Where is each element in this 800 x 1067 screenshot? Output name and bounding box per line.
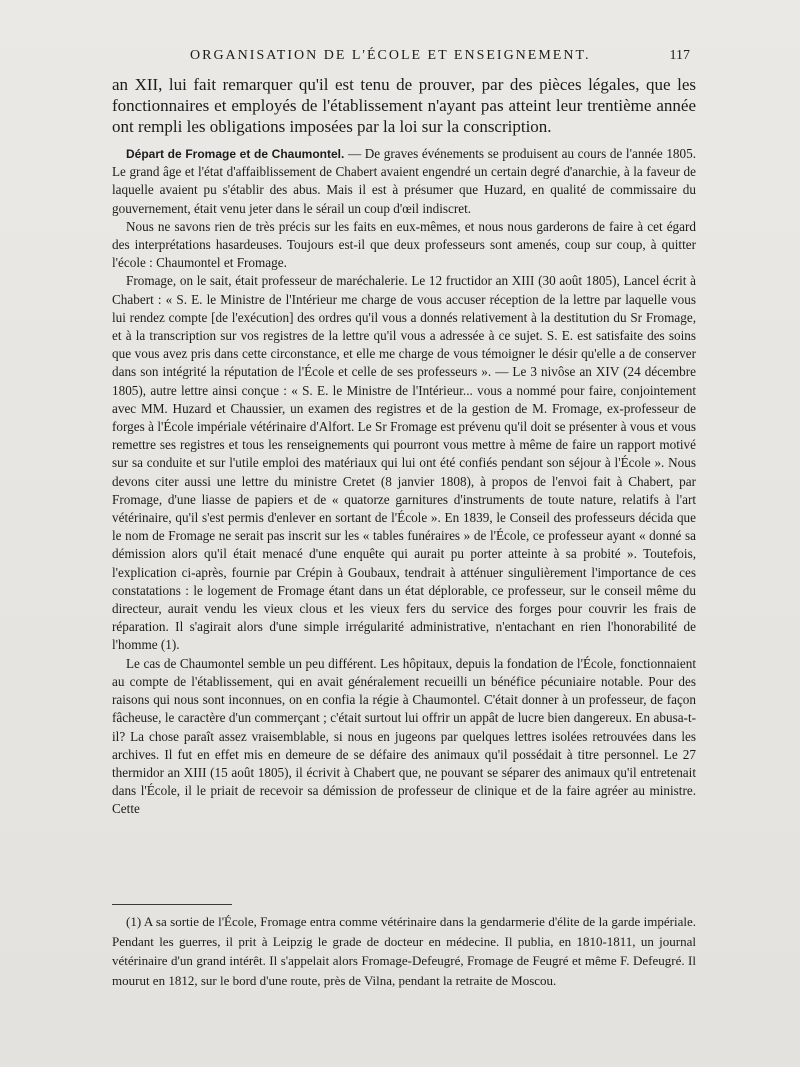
intro-paragraph: an XII, lui fait remarquer qu'il est tenu de prouver, par des pièces légales, que les fonctionnaires et employés de l'établissement n'ayant pas atteint leur trentième année ont rempli les obligations imposées par la loi sur la conscription. [112, 75, 696, 136]
footnote: (1) A sa sortie de l'École, Fromage entra comme vétérinaire dans la gendarmerie d'élite de la garde impériale. Pendant les guerres, il prit à Leipzig le grade de docteur en médecine. Il publia, en 1810-1811, un journal vétérinaire d'un grand intérêt. Il s'appelait alors Fromage-Defeugré, Fromage de Feugré et même F. Defeugré. Il mourut en 1812, sur le bord d'une route, près de Vilna, pendant la retraite de Moscou. [112, 914, 696, 988]
page-number: 117 [669, 48, 690, 63]
running-title: ORGANISATION DE L'ÉCOLE ET ENSEIGNEMENT. [190, 48, 591, 63]
paragraph-chaumontel: Le cas de Chaumontel semble un peu différent. Les hôpitaux, depuis la fondation de l'École, fonctionnaient au compte de l'établissement, qui en avait généralement recueilli un bénéfice pécuniaire notable. Pour des raisons qui nous sont inconnues, on en confia la régie à Chaumontel. C'était donner à un professeur, de façon fâcheuse, le caractère d'un commerçant ; c'était surtout lui offrir un appât de lucre bien dangereux. En abusa-t-il? La chose paraît assez vraisemblable, si nous en jugeons par quelques lettres isolées retrouvées dans les archives. Il fut en effet mis en demeure de se défaire des animaux qu'il possédait à titre personnel. Le 27 thermidor an XIII (15 août 1805), il écrivit à Chabert que, ne pouvant se séparer des animaux qu'il entretenait dans l'École, il le priait de recevoir sa démission de professeur de clinique et de la faire agréer au ministre. Cette [112, 655, 696, 817]
paragraph-faits: Nous ne savons rien de très précis sur les faits en eux-mêmes, et nous nous garderons de faire à cet égard des interprétations hasardeuses. Toujours est-il que deux professeurs sont amenés, coup sur coup, à quitter l'école : Chaumontel et Fromage. [112, 218, 696, 271]
running-head [150, 48, 690, 70]
footnote-rule [112, 904, 232, 905]
body-text [112, 74, 696, 819]
section-heading: Départ de Fromage et de Chaumontel. [126, 147, 345, 161]
paragraph-depart [112, 145, 696, 218]
paragraph-depart-text: — De graves événements se produisent au cours de l'année 1805. Le grand âge et l'état d'affaiblissement de Chabert avaient engendré un certain degré d'anarchie, à la faveur de laquelle avaient pu s'établir des abus. Mais il est à présumer que Huzard, en qualité de commissaire du gouvernement, était venu jeter dans le sérail un coup d'œil indiscret. [112, 146, 697, 216]
paragraph-fromage: Fromage, on le sait, était professeur de maréchalerie. Le 12 fructidor an XIII (30 août 1805), Lancel écrit à Chabert : « S. E. le Ministre de l'Intérieur me charge de vous accuser réception de la lettre par laquelle vous lui rendez compte [de l'exécution] des ordres qu'il vous a donnés relativement à la destitution du Sr Fromage, et à la transcription sur vos registres de la lettre qu'il vous a adressée à ce sujet. S. E. est satisfaite des soins que vous avez pris dans cette circonstance, et elle me charge de vous témoigner le désir qu'elle a de conserver dans son intégrité la réputation de l'École et celle de ses professeurs ». — Le 3 nivôse an XIV (24 décembre 1805), autre lettre ainsi conçue : « S. E. le Ministre de l'Intérieur... vous a nommé pour faire, conjointement avec MM. Huzard et Chaussier, un examen des registres et de la gestion de M. Fromage, ex-professeur de forges à l'École impériale vétérinaire d'Alfort. Le Sr Fromage est prévenu qu'il doit se présenter à vous et vous remettre ses registres et tous les renseignements qui pourront vous mettre à même de faire un rapport motivé sur sa conduite et sur l'utile emploi des matériaux qui lui ont été confiés pendant son séjour à l'École ». Nous devons citer aussi une lettre du ministre Cretet (8 janvier 1808), à propos de l'envoi fait à Chabert, par Fromage, d'une liasse de papiers et de « quatorze garnitures d'instruments de toute nature, relatifs à l'art vétérinaire, qu'il s'est permis d'enlever en sortant de l'École ». En 1839, le Conseil des professeurs décida que le nom de Fromage ne serait pas inscrit sur les « tables funéraires » de l'École, ce professeur ayant « donné sa démission alors qu'il était menacé d'une enquête qui aurait pu porter atteinte à sa probité ». Toutefois, l'explication ci-après, fournie par Crépin à Goubaux, tendrait à atténuer singulièrement l'importance de ces constatations : le logement de Fromage étant dans un état déplorable, ce professeur, sur le conseil même du directeur, aurait vendu les vieux clous et les vieux fers du service des forges pour couvrir les frais de réparation. Il s'agirait alors d'une simple irrégularité administrative, n'entachant en rien l'honorabilité de l'homme (1). [112, 273, 696, 653]
